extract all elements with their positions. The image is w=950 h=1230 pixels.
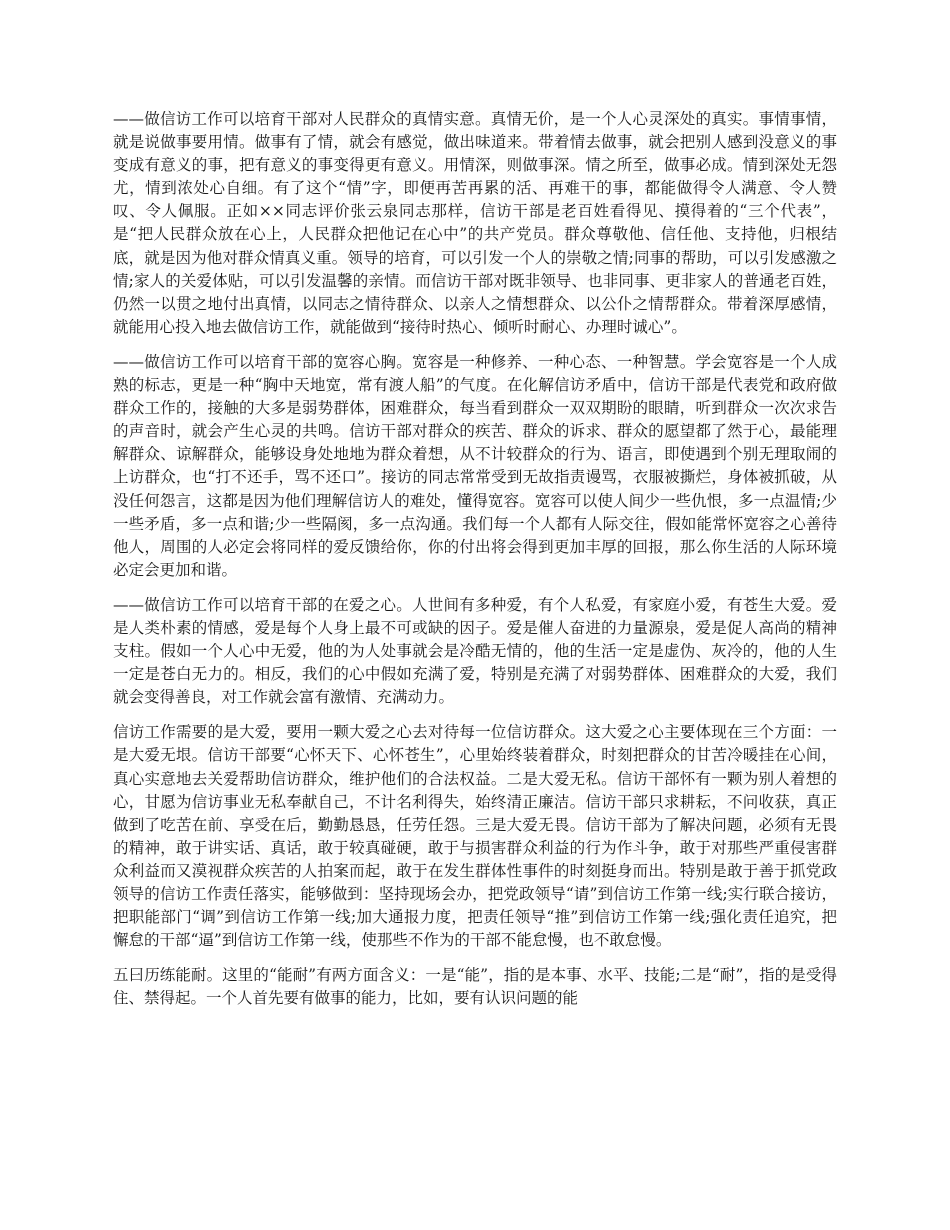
paragraph-true-feelings: ——做信访工作可以培育干部对人民群众的真情实意。真情无价，是一个人心灵深处的真实。事情事情，就是说做事要用情。做事有了情，就会有感觉，做出味道来。带着情去做事，就会把别人感到没意义的事变成有意义的事，把有意义的事变得更有意义。用情深，则做事深。情之所至，做事必成。情到深处无怨尤，情到浓处心自细。有了这个“情”字，即便再苦再累的活、再难干的事，都能做得令人满意、令人赞叹、令人佩服。正如××同志评价张云泉同志那样，信访干部是老百姓看得见、摸得着的“三个代表”，是“把人民群众放在心上，人民群众把他记在心中”的共产党员。群众尊敬他、信任他、支持他，归根结底，就是因为他对群众情真义重。领导的培育，可以引发一个人的崇敬之情;同事的帮助，可以引发感激之情;家人的关爱体贴，可以引发温馨的亲情。而信访干部对既非领导、也非同事、更非家人的普通老百姓，仍然一以贯之地付出真情，以同志之情待群众、以亲人之情想群众、以公仆之情帮群众。带着深厚感情，就能用心投入地去做信访工作，就能做到“接待时热心、倾听时耐心、办理时诚心”。 <box>113 110 837 336</box>
document-body <box>113 108 837 1022</box>
paragraph-great-love: 信访工作需要的是大爱，要用一颗大爱之心去对待每一位信访群众。这大爱之心主要体现在三个方面：一是大爱无垠。信访干部要“心怀天下、心怀苍生”，心里始终装着群众，时刻把群众的甘苦冷暖挂在心间，真心实意地去关爱帮助信访群众，维护他们的合法权益。二是大爱无私。信访干部怀有一颗为别人着想的心，甘愿为信访事业无私奉献自己，不计名利得失，始终清正廉洁。信访干部只求耕耘，不问收获，真正做到了吃苦在前、享受在后，勤勤恳恳，任劳任怨。三是大爱无畏。信访干部为了解决问题，必须有无畏的精神，敢于讲实话、真话，敢于较真碰硬，敢于与损害群众利益的行为作斗争，敢于对那些严重侵害群众利益而又漠视群众疾苦的人拍案而起，敢于在发生群体性事件的时刻挺身而出。特别是敢于善于抓党政领导的信访工作责任落实，能够做到：坚持现场会办，把党政领导“请”到信访工作第一线;实行联合接访，把职能部门“调”到信访工作第一线;加大通报力度，把责任领导“推”到信访工作第一线;强化责任追究，把懈怠的干部“逼”到信访工作第一线，使那些不作为的干部不能怠慢，也不敢怠慢。 <box>113 723 837 950</box>
paragraph-love: ——做信访工作可以培育干部的在爱之心。人世间有多种爱，有个人私爱，有家庭小爱，有苍生大爱。爱是人类朴素的情感，爱是每个人身上最不可或缺的因子。爱是催人奋进的力量源泉，爱是促人高尚的精神支柱。假如一个人心中无爱，他的为人处事就会是冷酷无情的，他的生活一定是虚伪、灰冷的，他的人生一定是苍白无力的。相反，我们的心中假如充满了爱，特别是充满了对弱势群体、困难群众的大爱，我们就会变得善良，对工作就会富有激情、充满动力。 <box>113 595 837 707</box>
paragraph-ability: 五曰历练能耐。这里的“能耐”有两方面含义：一是“能”，指的是本事、水平、技能;二是“耐”，指的是受得住、禁得起。一个人首先要有做事的能力，比如，要有认识问题的能 <box>113 966 837 1008</box>
paragraph-tolerance: ——做信访工作可以培育干部的宽容心胸。宽容是一种修养、一种心态、一种智慧。学会宽容是一个人成熟的标志，更是一种“胸中天地宽，常有渡人船”的气度。在化解信访矛盾中，信访干部是代表党和政府做群众工作的，接触的大多是弱势群体，困难群众，每当看到群众一双双期盼的眼睛，听到群众一次次求告的声音时，就会产生心灵的共鸣。信访干部对群众的疾苦、群众的诉求、群众的愿望都了然于心，最能理解群众、谅解群众，能够设身处地地为群众着想，从不计较群众的行为、语言，即使遇到个别无理取闹的上访群众，也“打不还手，骂不还口”。接访的同志常常受到无故指责谩骂，衣服被撕烂，身体被抓破，从没任何怨言，这都是因为他们理解信访人的难处，懂得宽容。宽容可以使人间少一些仇恨，多一点温情;少一些矛盾，多一点和谐;少一些隔阂，多一点沟通。我们每一个人都有人际交往，假如能常怀宽容之心善待他人，周围的人必定会将同样的爱反馈给你，你的付出将会得到更加丰厚的回报，那么你生活的人际环境必定会更加和谐。 <box>113 352 837 579</box>
